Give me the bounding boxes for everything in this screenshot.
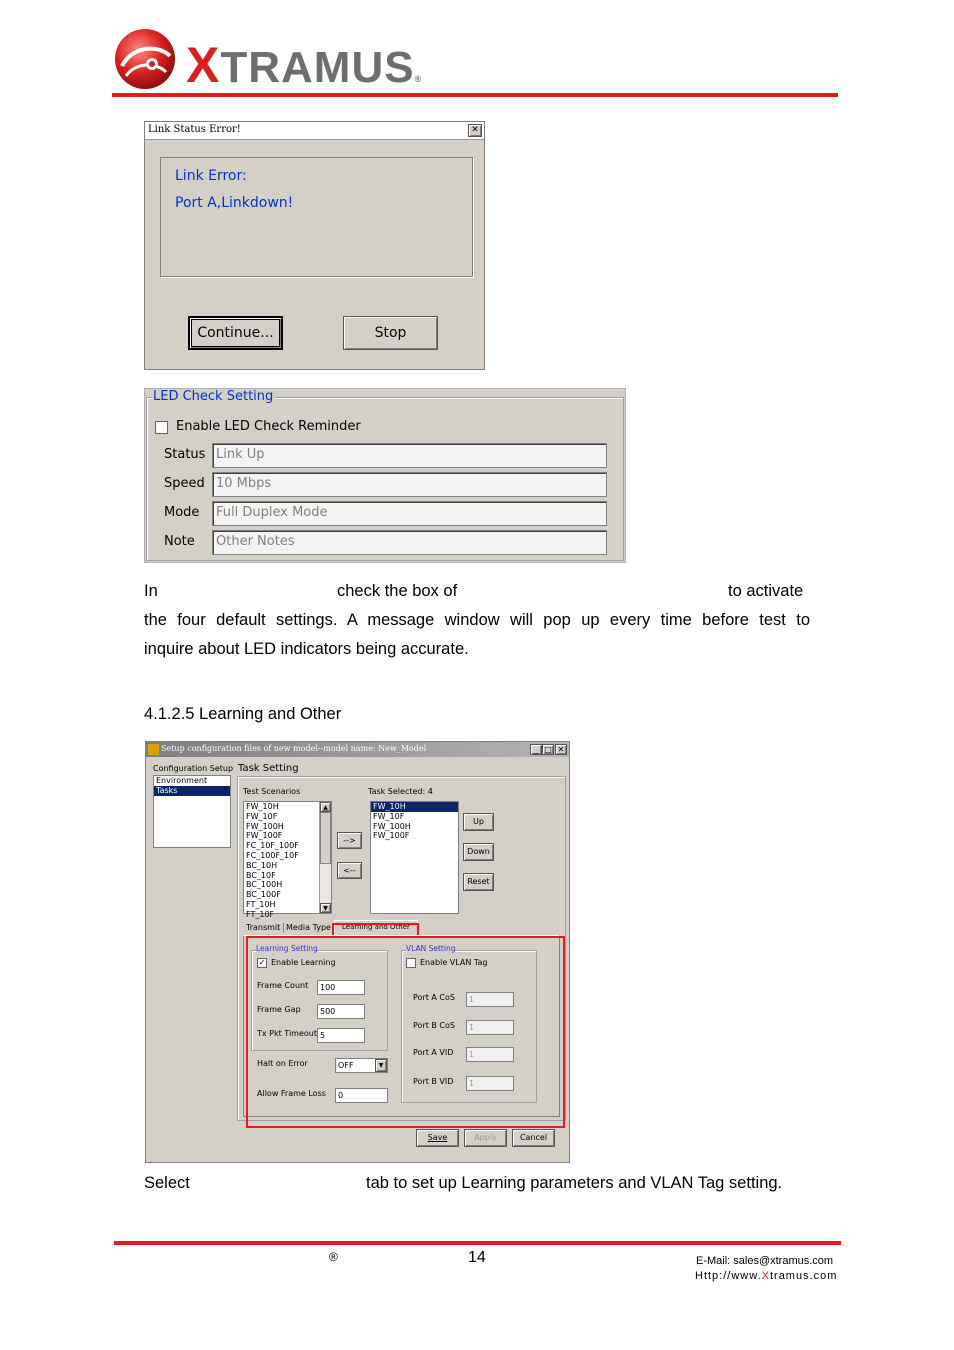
- scenario-item[interactable]: FW_100F: [246, 831, 283, 841]
- frame-gap-label: Frame Gap: [257, 1005, 301, 1014]
- footer-registered: ®: [329, 1250, 338, 1264]
- halt-on-error-label: Halt on Error: [257, 1059, 308, 1068]
- page-number: 14: [468, 1249, 486, 1266]
- frame-count-label: Frame Count: [257, 981, 309, 990]
- section-heading: 4.1.2.5 Learning and Other: [144, 705, 342, 723]
- test-scenarios-label: Test Scenarios: [243, 787, 301, 796]
- port-a-cos-label: Port A CoS: [413, 993, 455, 1002]
- task-selected-label: Task Selected: 4: [368, 787, 433, 796]
- remove-task-button[interactable]: <--: [337, 862, 362, 879]
- selected-task-item[interactable]: FW_10F: [373, 811, 405, 821]
- tab-transmit[interactable]: Transmit: [246, 923, 284, 932]
- add-task-button[interactable]: -->: [337, 832, 362, 849]
- mode-label: Mode: [164, 505, 200, 520]
- up-button[interactable]: Up: [463, 813, 494, 831]
- cancel-button[interactable]: Cancel: [512, 1129, 555, 1147]
- close-icon[interactable]: ✕: [468, 124, 482, 137]
- frame-count-input[interactable]: 100: [317, 980, 365, 995]
- scenarios-scrollbar[interactable]: [319, 802, 331, 913]
- logo-rest: TRAMUS: [220, 43, 415, 92]
- halt-value: OFF: [338, 1061, 354, 1070]
- reset-button[interactable]: Reset: [463, 873, 494, 891]
- setup-titlebar: [146, 742, 569, 757]
- scenario-item[interactable]: FW_10H: [246, 802, 279, 811]
- window-close-icon[interactable]: ✕: [555, 744, 567, 755]
- enable-led-label: Enable LED Check Reminder: [176, 419, 361, 434]
- scenario-item[interactable]: FC_10F_100F: [246, 841, 299, 851]
- task-setting-label: Task Setting: [238, 763, 299, 774]
- app-icon: [148, 744, 159, 755]
- speed-label: Speed: [164, 476, 205, 491]
- dialog-title: Link Status Error!: [148, 124, 241, 135]
- port-a-vid-label: Port A VID: [413, 1048, 454, 1057]
- enable-learning-checkbox[interactable]: ✓: [258, 958, 266, 967]
- tx-timeout-input[interactable]: 5: [317, 1028, 365, 1043]
- dialog-message-box: [160, 157, 473, 277]
- tab-learning-and-other[interactable]: Learning and Other: [334, 920, 418, 935]
- p1-check-the-box: check the box of: [337, 582, 458, 600]
- scroll-thumb[interactable]: [320, 812, 331, 864]
- error-line-1: Link Error:: [175, 168, 247, 184]
- scenario-item[interactable]: FW_10F: [246, 811, 278, 821]
- note-label: Note: [164, 534, 195, 549]
- selected-task-item[interactable]: FW_100F: [373, 831, 410, 841]
- logo-wordmark: [186, 36, 422, 94]
- p1-line-3: inquire about LED indicators being accurate.: [144, 640, 469, 658]
- p1-in: In: [144, 582, 158, 600]
- learning-group-title: Learning Setting: [256, 944, 318, 953]
- save-button[interactable]: Save: [416, 1129, 459, 1147]
- speed-field[interactable]: 10 Mbps: [212, 472, 607, 497]
- scenario-item[interactable]: BC_10H: [246, 860, 278, 870]
- footer-rule: [114, 1241, 841, 1245]
- footer-website: [695, 1270, 837, 1282]
- enable-led-checkbox[interactable]: [155, 421, 168, 434]
- web-suffix: tramus.com: [769, 1270, 838, 1282]
- status-field[interactable]: Link Up: [212, 443, 607, 468]
- scroll-up-icon[interactable]: ▲: [320, 802, 331, 812]
- led-check-panel: [144, 388, 626, 563]
- status-label: Status: [164, 447, 206, 462]
- stop-button[interactable]: Stop: [343, 316, 438, 350]
- logo-registered: ®: [414, 74, 423, 84]
- led-group-title: LED Check Setting: [153, 389, 274, 404]
- config-tree[interactable]: [153, 775, 231, 848]
- scenario-item[interactable]: FT_10F: [246, 909, 275, 919]
- enable-vlan-label: Enable VLAN Tag: [420, 958, 488, 967]
- p2-select: Select: [144, 1174, 190, 1192]
- enable-learning-label: Enable Learning: [271, 958, 336, 967]
- web-prefix: Http://www.: [695, 1270, 762, 1282]
- allow-frame-loss-input[interactable]: 0: [335, 1088, 388, 1103]
- setup-title: Setup configuration files of new model--model name: New_Model: [161, 744, 427, 753]
- port-a-vid-input[interactable]: 1: [466, 1047, 514, 1062]
- config-item-tasks[interactable]: Tasks: [154, 786, 230, 796]
- selected-task-item[interactable]: FW_10H: [371, 802, 458, 812]
- scenario-item[interactable]: FC_100F_10F: [246, 850, 299, 860]
- scenario-item[interactable]: FT_10H: [246, 899, 276, 909]
- maximize-icon[interactable]: □: [542, 744, 554, 755]
- scenario-item[interactable]: BC_100H: [246, 880, 283, 890]
- port-b-vid-input[interactable]: 1: [466, 1076, 514, 1091]
- tab-media-type[interactable]: Media Type: [286, 923, 335, 932]
- setup-config-window: [145, 741, 570, 1163]
- mode-field[interactable]: Full Duplex Mode: [212, 501, 607, 526]
- scenario-item[interactable]: BC_100F: [246, 890, 281, 900]
- footer-email: E-Mail: sales@xtramus.com: [696, 1255, 834, 1267]
- allow-frame-loss-label: Allow Frame Loss: [257, 1089, 326, 1098]
- p1-to-activate: to activate: [728, 582, 804, 600]
- logo-globe-icon: [112, 26, 178, 92]
- tx-timeout-label: Tx Pkt Timeout: [257, 1029, 317, 1038]
- logo-x: X: [186, 37, 221, 93]
- content-highlight: [246, 936, 565, 1128]
- dialog-titlebar: [145, 122, 484, 140]
- apply-button[interactable]: Apply: [464, 1129, 507, 1147]
- continue-button[interactable]: Continue...: [188, 316, 283, 350]
- vlan-group-title: VLAN Setting: [406, 944, 456, 953]
- error-line-2: Port A,Linkdown!: [175, 195, 294, 211]
- p1-line-2: the four default settings. A message window will pop up every time before test to: [144, 611, 810, 629]
- test-scenarios-list[interactable]: [243, 801, 332, 919]
- selected-task-item[interactable]: FW_100H: [373, 821, 411, 831]
- web-x: X: [761, 1270, 770, 1282]
- config-item-environment[interactable]: Environment: [156, 776, 208, 785]
- port-a-cos-input[interactable]: 1: [466, 992, 514, 1007]
- link-status-dialog: [144, 121, 485, 370]
- frame-gap-input[interactable]: 500: [317, 1004, 365, 1019]
- task-selected-list[interactable]: [370, 801, 459, 914]
- scenario-item[interactable]: BC_10F: [246, 870, 276, 880]
- port-b-vid-label: Port B VID: [413, 1077, 454, 1086]
- chevron-down-icon[interactable]: ▼: [375, 1059, 387, 1072]
- config-setup-label: Configuration Setup: [153, 764, 234, 773]
- xtramus-logo: [110, 26, 450, 94]
- scenario-item[interactable]: FW_100H: [246, 821, 284, 831]
- port-b-cos-input[interactable]: 1: [466, 1020, 514, 1035]
- header-rule: [112, 93, 838, 97]
- p2-rest: tab to set up Learning parameters and VLAN Tag setting.: [366, 1174, 783, 1192]
- scroll-down-icon[interactable]: ▼: [320, 903, 331, 913]
- note-field[interactable]: Other Notes: [212, 530, 607, 555]
- minimize-icon[interactable]: _: [530, 744, 542, 755]
- down-button[interactable]: Down: [463, 843, 494, 861]
- port-b-cos-label: Port B CoS: [413, 1021, 455, 1030]
